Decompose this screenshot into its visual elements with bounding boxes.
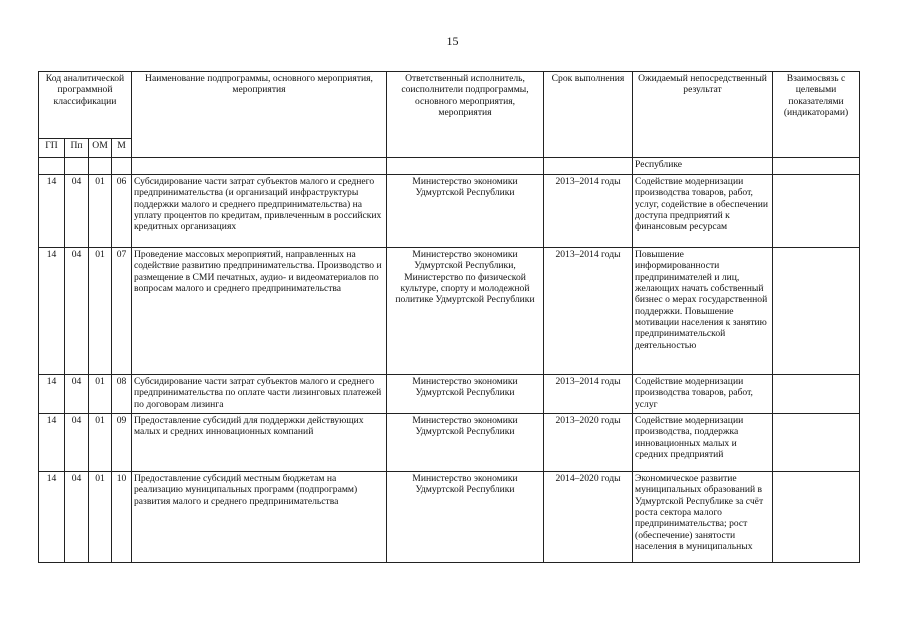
header-row bbox=[39, 72, 860, 139]
cell-result: Экономическое развитие муниципальных образований в Удмуртской Республике за счёт роста сектора малого предпринимательства; рост (обеспечение) занятости населения в муниципальных bbox=[633, 472, 773, 563]
header-term: Срок выполнения bbox=[544, 72, 633, 158]
cell-empty bbox=[65, 158, 89, 175]
cell-empty bbox=[39, 158, 65, 175]
cell-gp: 14 bbox=[39, 472, 65, 563]
header-code-gp: ГП bbox=[39, 139, 65, 158]
cell-term: 2013–2020 годы bbox=[544, 414, 633, 472]
cell-gp: 14 bbox=[39, 175, 65, 248]
cell-link bbox=[773, 472, 860, 563]
cell-name: Проведение массовых мероприятий, направленных на содействие развитию предпринимательства. Производство и размещение в СМИ печатных, аудио- и видеоматериалов по вопросам малого и среднего предпринимательства bbox=[132, 248, 387, 375]
cell-link bbox=[773, 414, 860, 472]
cell-empty bbox=[544, 158, 633, 175]
carryover-row bbox=[39, 158, 860, 175]
cell-empty bbox=[112, 158, 132, 175]
cell-result: Содействие модернизации производства товаров, работ, услуг bbox=[633, 375, 773, 414]
cell-link bbox=[773, 175, 860, 248]
cell-name: Субсидирование части затрат субъектов малого и среднего предпринимательства (и организаций инфраструктуры поддержки малого и среднего предпринимательства) на уплату процентов по кредитам, привлеченным в российских кредитных организациях bbox=[132, 175, 387, 248]
table-row bbox=[39, 472, 860, 563]
table-row bbox=[39, 175, 860, 248]
cell-executor: Министерство экономики Удмуртской Республики bbox=[387, 472, 544, 563]
cell-om: 01 bbox=[89, 414, 112, 472]
cell-term: 2013–2014 годы bbox=[544, 175, 633, 248]
cell-om: 01 bbox=[89, 248, 112, 375]
cell-om: 01 bbox=[89, 375, 112, 414]
cell-m: 07 bbox=[112, 248, 132, 375]
header-code-m: М bbox=[112, 139, 132, 158]
table-row bbox=[39, 375, 860, 414]
cell-executor: Министерство экономики Удмуртской Республики bbox=[387, 414, 544, 472]
cell-link bbox=[773, 375, 860, 414]
header-link: Взаимосвязь с целевыми показателями (индикаторами) bbox=[773, 72, 860, 158]
cell-m: 08 bbox=[112, 375, 132, 414]
header-executor: Ответственный исполнитель, соисполнители подпрограммы, основного мероприятия, мероприятия bbox=[387, 72, 544, 158]
cell-name: Предоставление субсидий для поддержки действующих малых и средних инновационных компаний bbox=[132, 414, 387, 472]
cell-pp: 04 bbox=[65, 175, 89, 248]
cell-pp: 04 bbox=[65, 375, 89, 414]
cell-executor: Министерство экономики Удмуртской Республики bbox=[387, 175, 544, 248]
cell-gp: 14 bbox=[39, 375, 65, 414]
cell-m: 06 bbox=[112, 175, 132, 248]
header-name: Наименование подпрограммы, основного мероприятия, мероприятия bbox=[132, 72, 387, 158]
table-row bbox=[39, 414, 860, 472]
cell-name: Субсидирование части затрат субъектов малого и среднего предпринимательства по оплате части лизинговых платежей по договорам лизинга bbox=[132, 375, 387, 414]
cell-empty bbox=[387, 158, 544, 175]
cell-term: 2014–2020 годы bbox=[544, 472, 633, 563]
cell-m: 09 bbox=[112, 414, 132, 472]
cell-empty bbox=[132, 158, 387, 175]
page-number: 15 bbox=[446, 34, 459, 48]
header-result: Ожидаемый непосредственный результат bbox=[633, 72, 773, 158]
cell-result: Повышение информированности предпринимателей и лиц, желающих начать собственный бизнес о мерах государственной поддержки. Повышение мотивации населения к занятию предпринимательской деятельностью bbox=[633, 248, 773, 375]
cell-result: Содействие модернизации производства, поддержка инновационных малых и средних предприятий bbox=[633, 414, 773, 472]
cell-name: Предоставление субсидий местным бюджетам на реализацию муниципальных программ (подпрограмм) развития малого и среднего предпринимательства bbox=[132, 472, 387, 563]
cell-result: Содействие модернизации производства товаров, работ, услуг, содействие в обеспечении доступа предприятий к финансовым ресурсам bbox=[633, 175, 773, 248]
cell-executor: Министерство экономики Удмуртской Республики, Министерство по физической культуре, спорту и молодежной политике Удмуртской Республики bbox=[387, 248, 544, 375]
cell-empty bbox=[89, 158, 112, 175]
program-table bbox=[38, 71, 860, 563]
cell-pp: 04 bbox=[65, 414, 89, 472]
cell-executor: Министерство экономики Удмуртской Республики bbox=[387, 375, 544, 414]
cell-m: 10 bbox=[112, 472, 132, 563]
header-code-pp: Пп bbox=[65, 139, 89, 158]
header-code-om: ОМ bbox=[89, 139, 112, 158]
cell-term: 2013–2014 годы bbox=[544, 375, 633, 414]
cell-om: 01 bbox=[89, 175, 112, 248]
table-row bbox=[39, 248, 860, 375]
cell-term: 2013–2014 годы bbox=[544, 248, 633, 375]
header-code-group: Код аналитической программной классификации bbox=[39, 72, 132, 139]
cell-om: 01 bbox=[89, 472, 112, 563]
cell-pp: 04 bbox=[65, 248, 89, 375]
cell-link bbox=[773, 248, 860, 375]
carryover-result: Республике bbox=[633, 158, 773, 175]
cell-gp: 14 bbox=[39, 248, 65, 375]
cell-gp: 14 bbox=[39, 414, 65, 472]
cell-empty bbox=[773, 158, 860, 175]
cell-pp: 04 bbox=[65, 472, 89, 563]
